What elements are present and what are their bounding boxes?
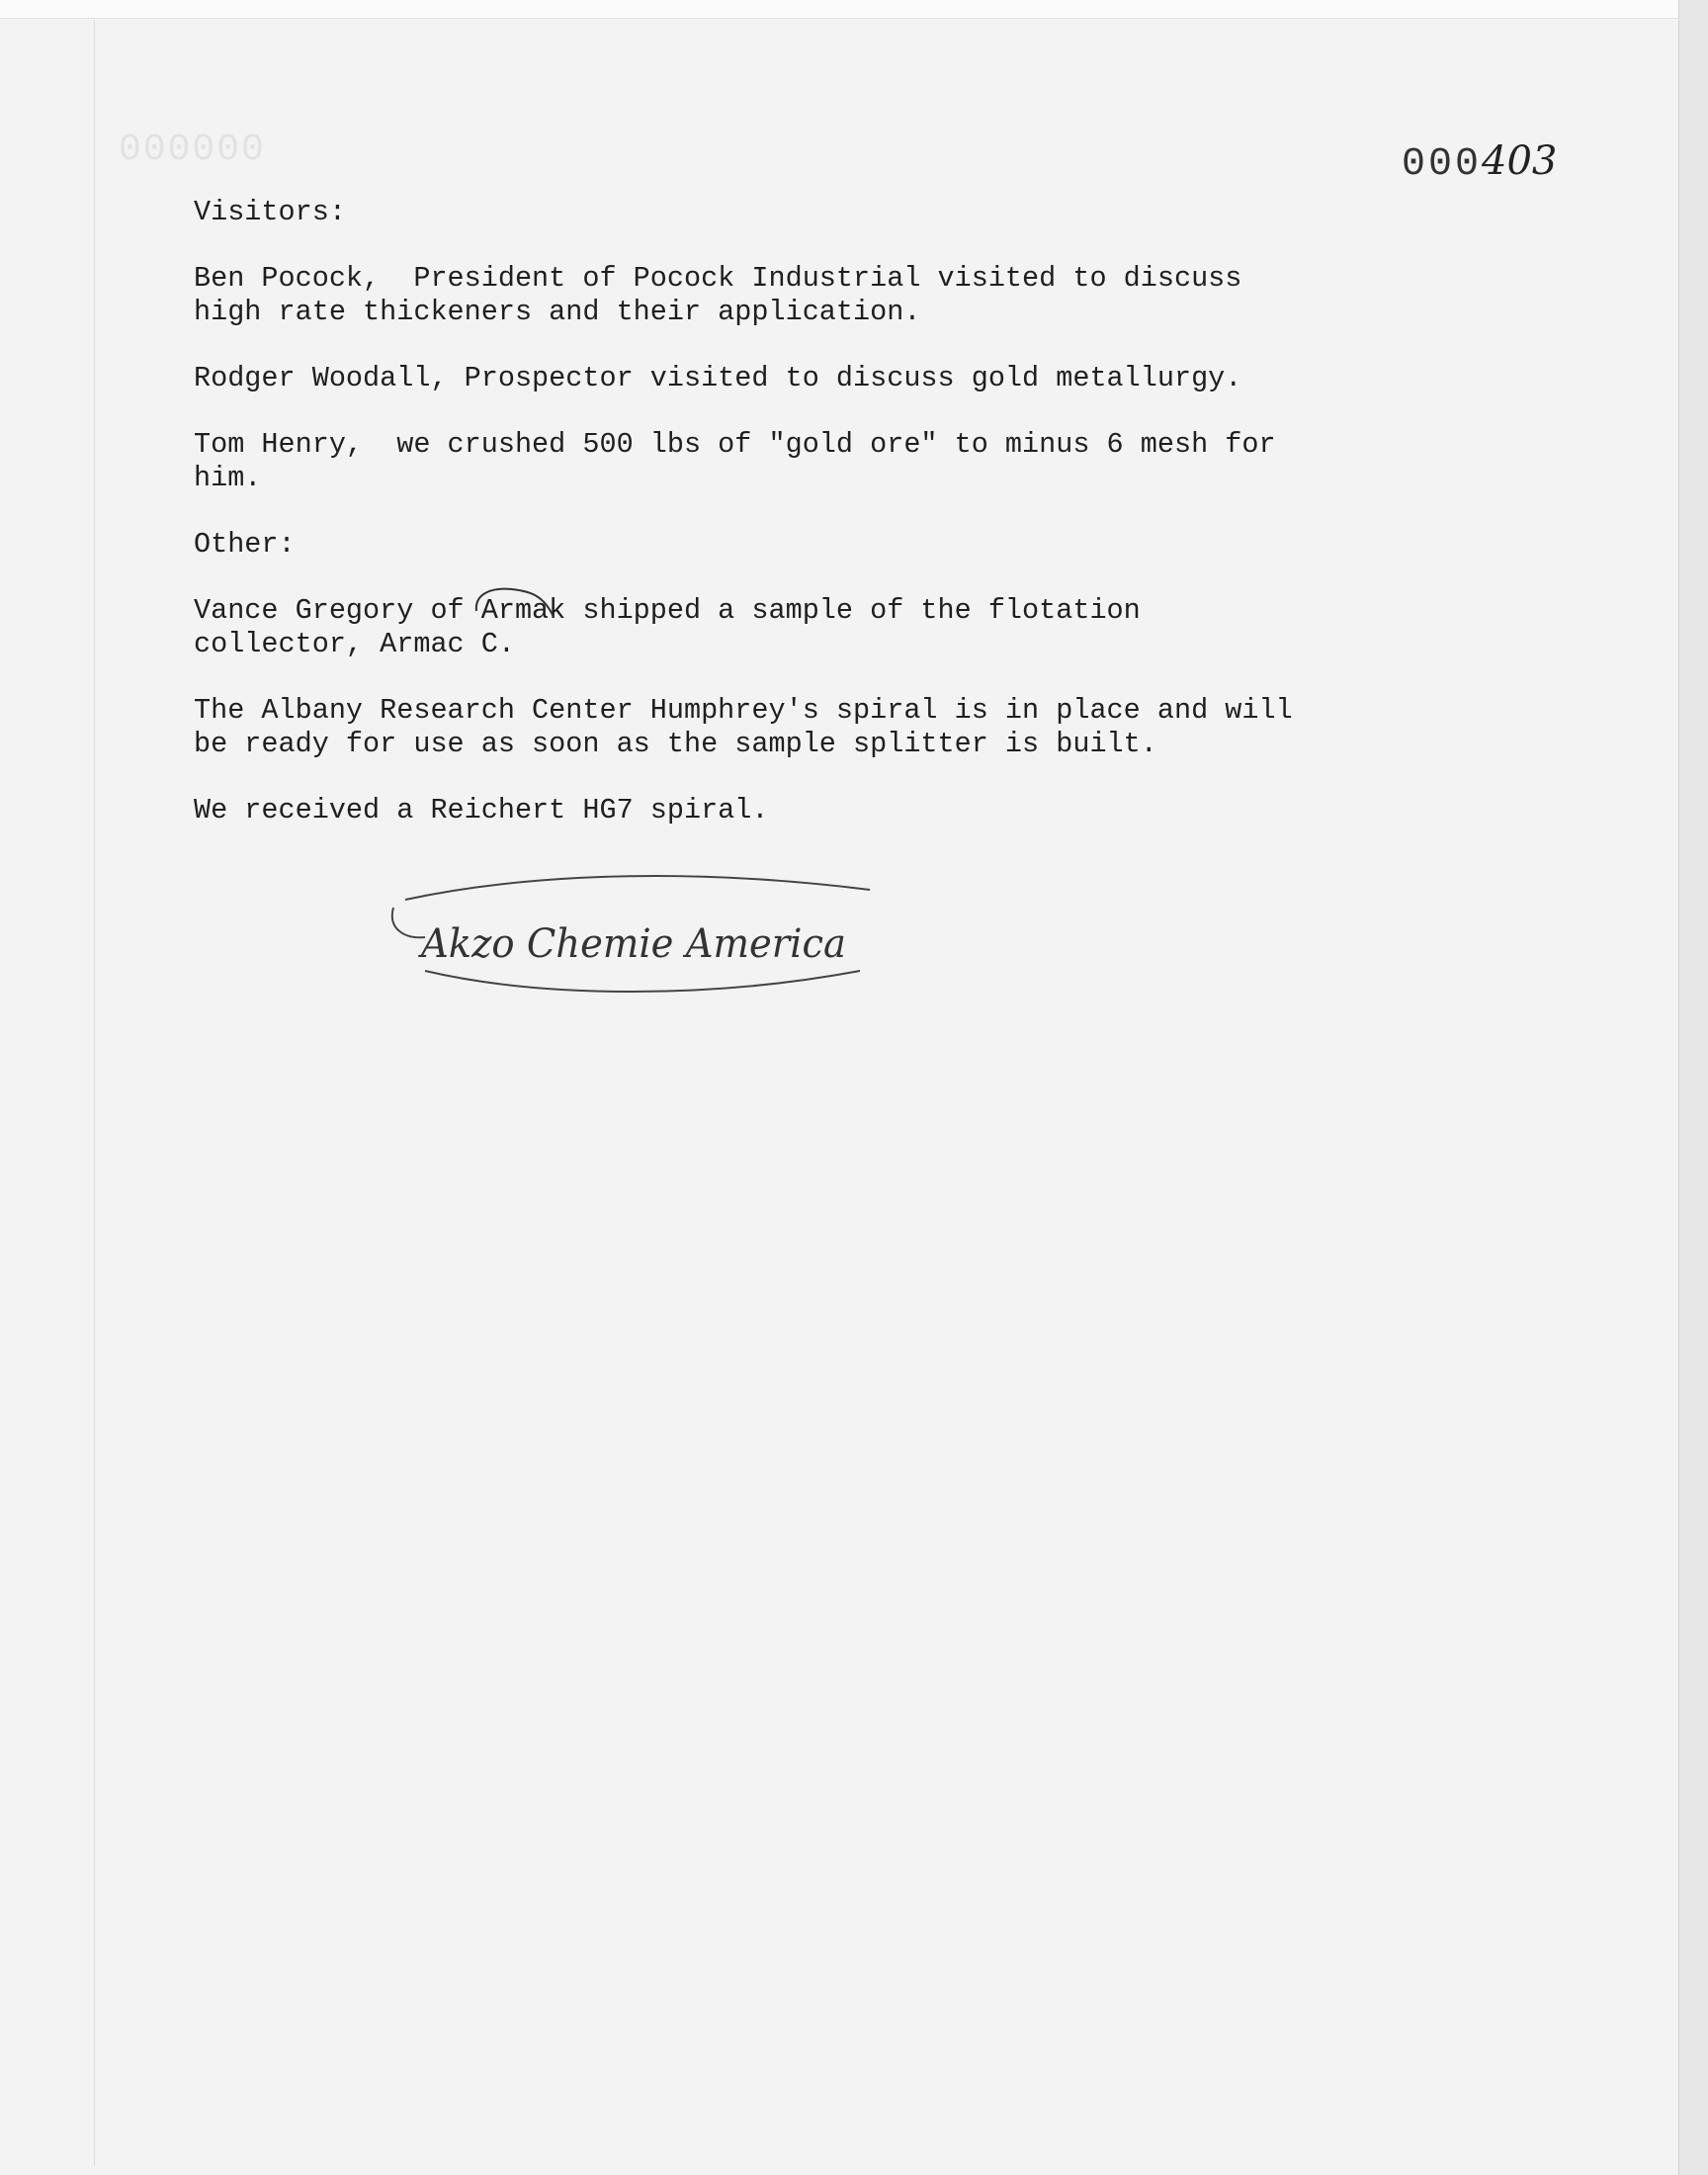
paragraph-albany-spiral xyxy=(194,694,1330,761)
paragraph-line: Rodger Woodall, Prospector visited to discuss gold metallurgy. xyxy=(194,362,1242,394)
paragraph-tom-henry xyxy=(194,428,1330,495)
page-number-handwritten: 403 xyxy=(1482,138,1558,184)
paragraph-ben-pocock xyxy=(194,262,1330,329)
paragraph-line: Ben Pocock, President of Pocock Industrial visited to discuss xyxy=(194,262,1242,295)
correction-caret-mark xyxy=(472,581,561,621)
paragraph-line: Vance Gregory of Armak shipped a sample of the flotation xyxy=(194,594,1141,627)
memo-body xyxy=(194,196,1330,860)
scan-left-edge xyxy=(94,20,95,2165)
scan-top-edge xyxy=(0,0,1708,19)
handwritten-annotation xyxy=(385,860,899,1003)
faded-stamp-number: 000000 xyxy=(119,129,266,171)
handwritten-note-text: Akzo Chemie America xyxy=(417,921,846,967)
paragraph-line: high rate thickeners and their application. xyxy=(194,296,921,328)
paragraph-line: Tom Henry, we crushed 500 lbs of "gold ore" to minus 6 mesh for xyxy=(194,428,1276,461)
paragraph-vance-gregory xyxy=(194,594,1330,661)
page-number-typed: 000 xyxy=(1402,142,1483,187)
paragraph-line: collector, Armac C. xyxy=(194,628,515,660)
section-heading-visitors: Visitors: xyxy=(194,196,346,228)
paragraph-line: The Albany Research Center Humphrey's spiral is in place and will xyxy=(194,694,1293,727)
paragraph-line: We received a Reichert HG7 spiral. xyxy=(194,794,769,826)
handwriting-script xyxy=(385,860,899,999)
paragraph-line: be ready for use as soon as the sample splitter is built. xyxy=(194,728,1157,760)
paragraph-reichert-spiral xyxy=(194,794,1330,827)
paragraph-line: him. xyxy=(194,462,262,494)
scan-right-edge xyxy=(1678,0,1708,2175)
page-number-stamp xyxy=(1402,138,1557,187)
section-heading-other: Other: xyxy=(194,528,296,561)
paragraph-rodger-woodall xyxy=(194,362,1330,395)
